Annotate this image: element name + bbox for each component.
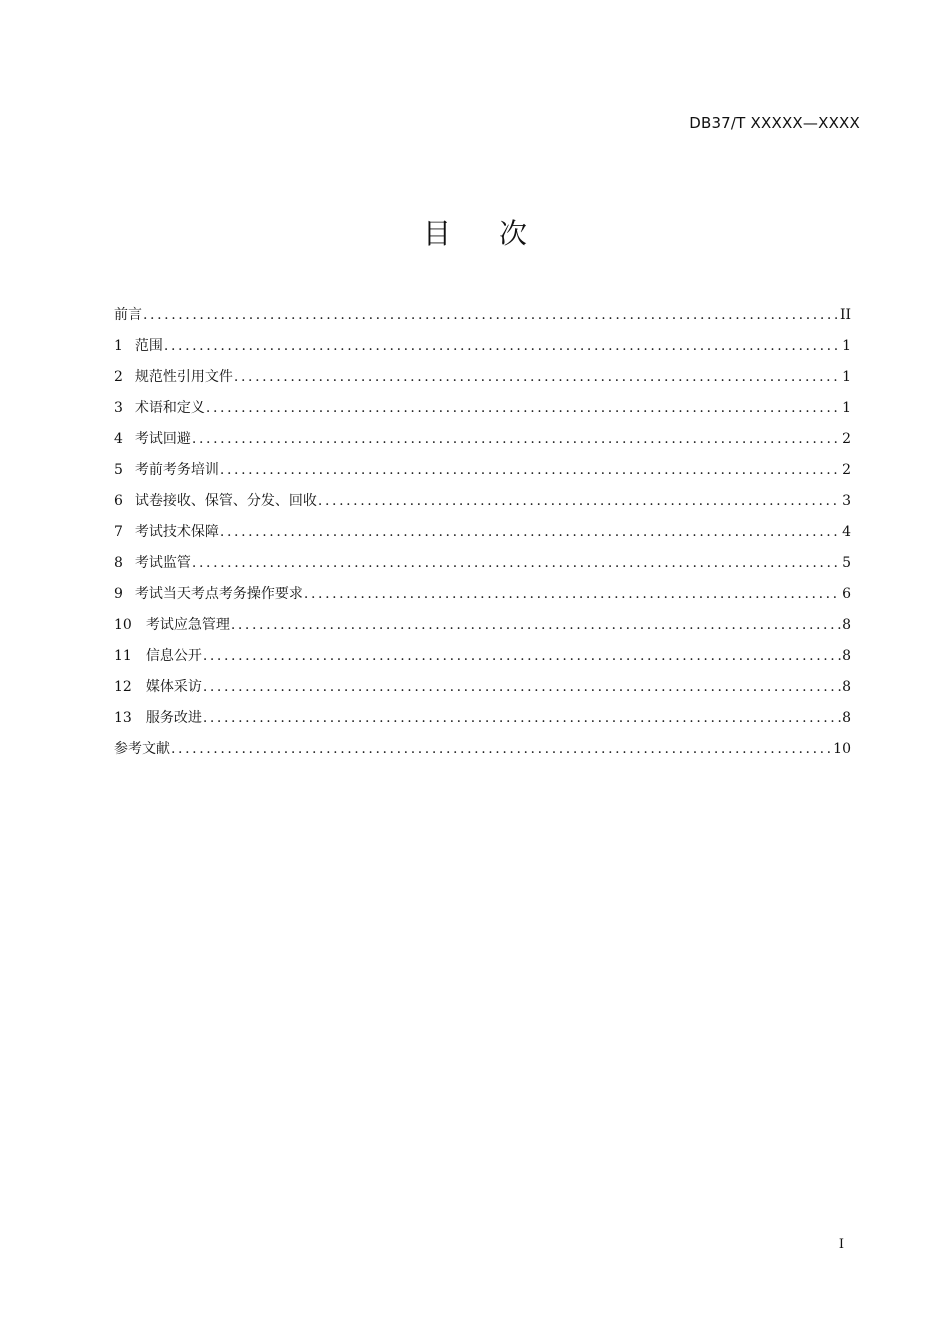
toc-title-part2: 次 <box>499 217 528 250</box>
toc-entry-label: 规范性引用文件 <box>134 369 233 385</box>
toc-entry-9[interactable] <box>114 579 851 610</box>
toc-entry-6[interactable] <box>114 486 851 517</box>
toc-entry-number: 5 <box>114 462 123 478</box>
toc-entry-4[interactable] <box>114 424 851 455</box>
toc-entry-number: 10 <box>114 617 132 633</box>
toc-entry-label: 前言 <box>114 307 142 323</box>
toc-leader-dots <box>220 517 841 548</box>
table-of-contents <box>114 300 851 765</box>
toc-entry-8[interactable] <box>114 548 851 579</box>
toc-entry-label: 范围 <box>134 338 163 354</box>
toc-entry-page: 8 <box>842 617 851 633</box>
toc-leader-dots <box>231 610 841 641</box>
toc-entry-12[interactable] <box>114 672 851 703</box>
toc-entry-page: 8 <box>842 648 851 664</box>
toc-entry-number: 4 <box>114 431 123 447</box>
toc-entry-number: 11 <box>114 648 132 664</box>
toc-entry-label: 术语和定义 <box>134 400 205 416</box>
toc-leader-dots <box>143 300 839 331</box>
toc-title <box>0 212 950 252</box>
toc-entry-page: II <box>839 307 851 323</box>
toc-entry-page: 1 <box>842 400 851 416</box>
toc-entry-page: 10 <box>833 741 851 757</box>
toc-entry-number: 13 <box>114 710 132 726</box>
toc-entry-label: 服务改进 <box>145 710 202 726</box>
toc-entry-page: 8 <box>842 710 851 726</box>
toc-leader-dots <box>164 331 841 362</box>
toc-entry-number: 12 <box>114 679 132 695</box>
toc-entry-label: 考试技术保障 <box>134 524 219 540</box>
toc-entry-page: 1 <box>842 369 851 385</box>
toc-entry-page: 8 <box>842 679 851 695</box>
toc-leader-dots <box>171 734 832 765</box>
toc-entry-preface[interactable] <box>114 300 851 331</box>
toc-entry-page: 6 <box>842 586 851 602</box>
toc-entry-7[interactable] <box>114 517 851 548</box>
toc-entry-page: 2 <box>842 462 851 478</box>
toc-entry-number: 1 <box>114 338 123 354</box>
toc-entry-page: 5 <box>842 555 851 571</box>
toc-entry-label: 考试监管 <box>134 555 191 571</box>
toc-entry-3[interactable] <box>114 393 851 424</box>
toc-entry-5[interactable] <box>114 455 851 486</box>
toc-entry-page: 3 <box>842 493 851 509</box>
toc-leader-dots <box>203 703 841 734</box>
toc-entry-label: 媒体采访 <box>145 679 202 695</box>
toc-entry-page: 1 <box>842 338 851 354</box>
toc-entry-number: 9 <box>114 586 123 602</box>
toc-entry-number: 7 <box>114 524 123 540</box>
toc-title-part1: 目 <box>422 217 451 250</box>
toc-leader-dots <box>304 579 841 610</box>
document-code: DB37/T XXXXX—XXXX <box>689 114 860 132</box>
toc-entry-2[interactable] <box>114 362 851 393</box>
toc-entry-1[interactable] <box>114 331 851 362</box>
toc-entry-references[interactable] <box>114 734 851 765</box>
toc-entry-label: 考试应急管理 <box>145 617 230 633</box>
toc-entry-label: 考前考务培训 <box>134 462 219 478</box>
toc-leader-dots <box>318 486 841 517</box>
toc-leader-dots <box>203 641 841 672</box>
toc-leader-dots <box>206 393 841 424</box>
toc-entry-number: 3 <box>114 400 123 416</box>
toc-leader-dots <box>220 455 841 486</box>
toc-entry-label: 考试当天考点考务操作要求 <box>134 586 303 602</box>
toc-entry-label: 信息公开 <box>145 648 202 664</box>
toc-entry-label: 考试回避 <box>134 431 191 447</box>
toc-leader-dots <box>203 672 841 703</box>
toc-entry-number: 6 <box>114 493 123 509</box>
toc-leader-dots <box>192 548 841 579</box>
toc-entry-13[interactable] <box>114 703 851 734</box>
toc-entry-label: 参考文献 <box>114 741 170 757</box>
toc-entry-page: 4 <box>842 524 851 540</box>
toc-leader-dots <box>234 362 841 393</box>
toc-entry-10[interactable] <box>114 610 851 641</box>
page-number: I <box>838 1237 844 1252</box>
toc-entry-number: 8 <box>114 555 123 571</box>
toc-leader-dots <box>192 424 841 455</box>
toc-entry-11[interactable] <box>114 641 851 672</box>
toc-entry-page: 2 <box>842 431 851 447</box>
toc-entry-label: 试卷接收、保管、分发、回收 <box>134 493 317 509</box>
toc-entry-number: 2 <box>114 369 123 385</box>
